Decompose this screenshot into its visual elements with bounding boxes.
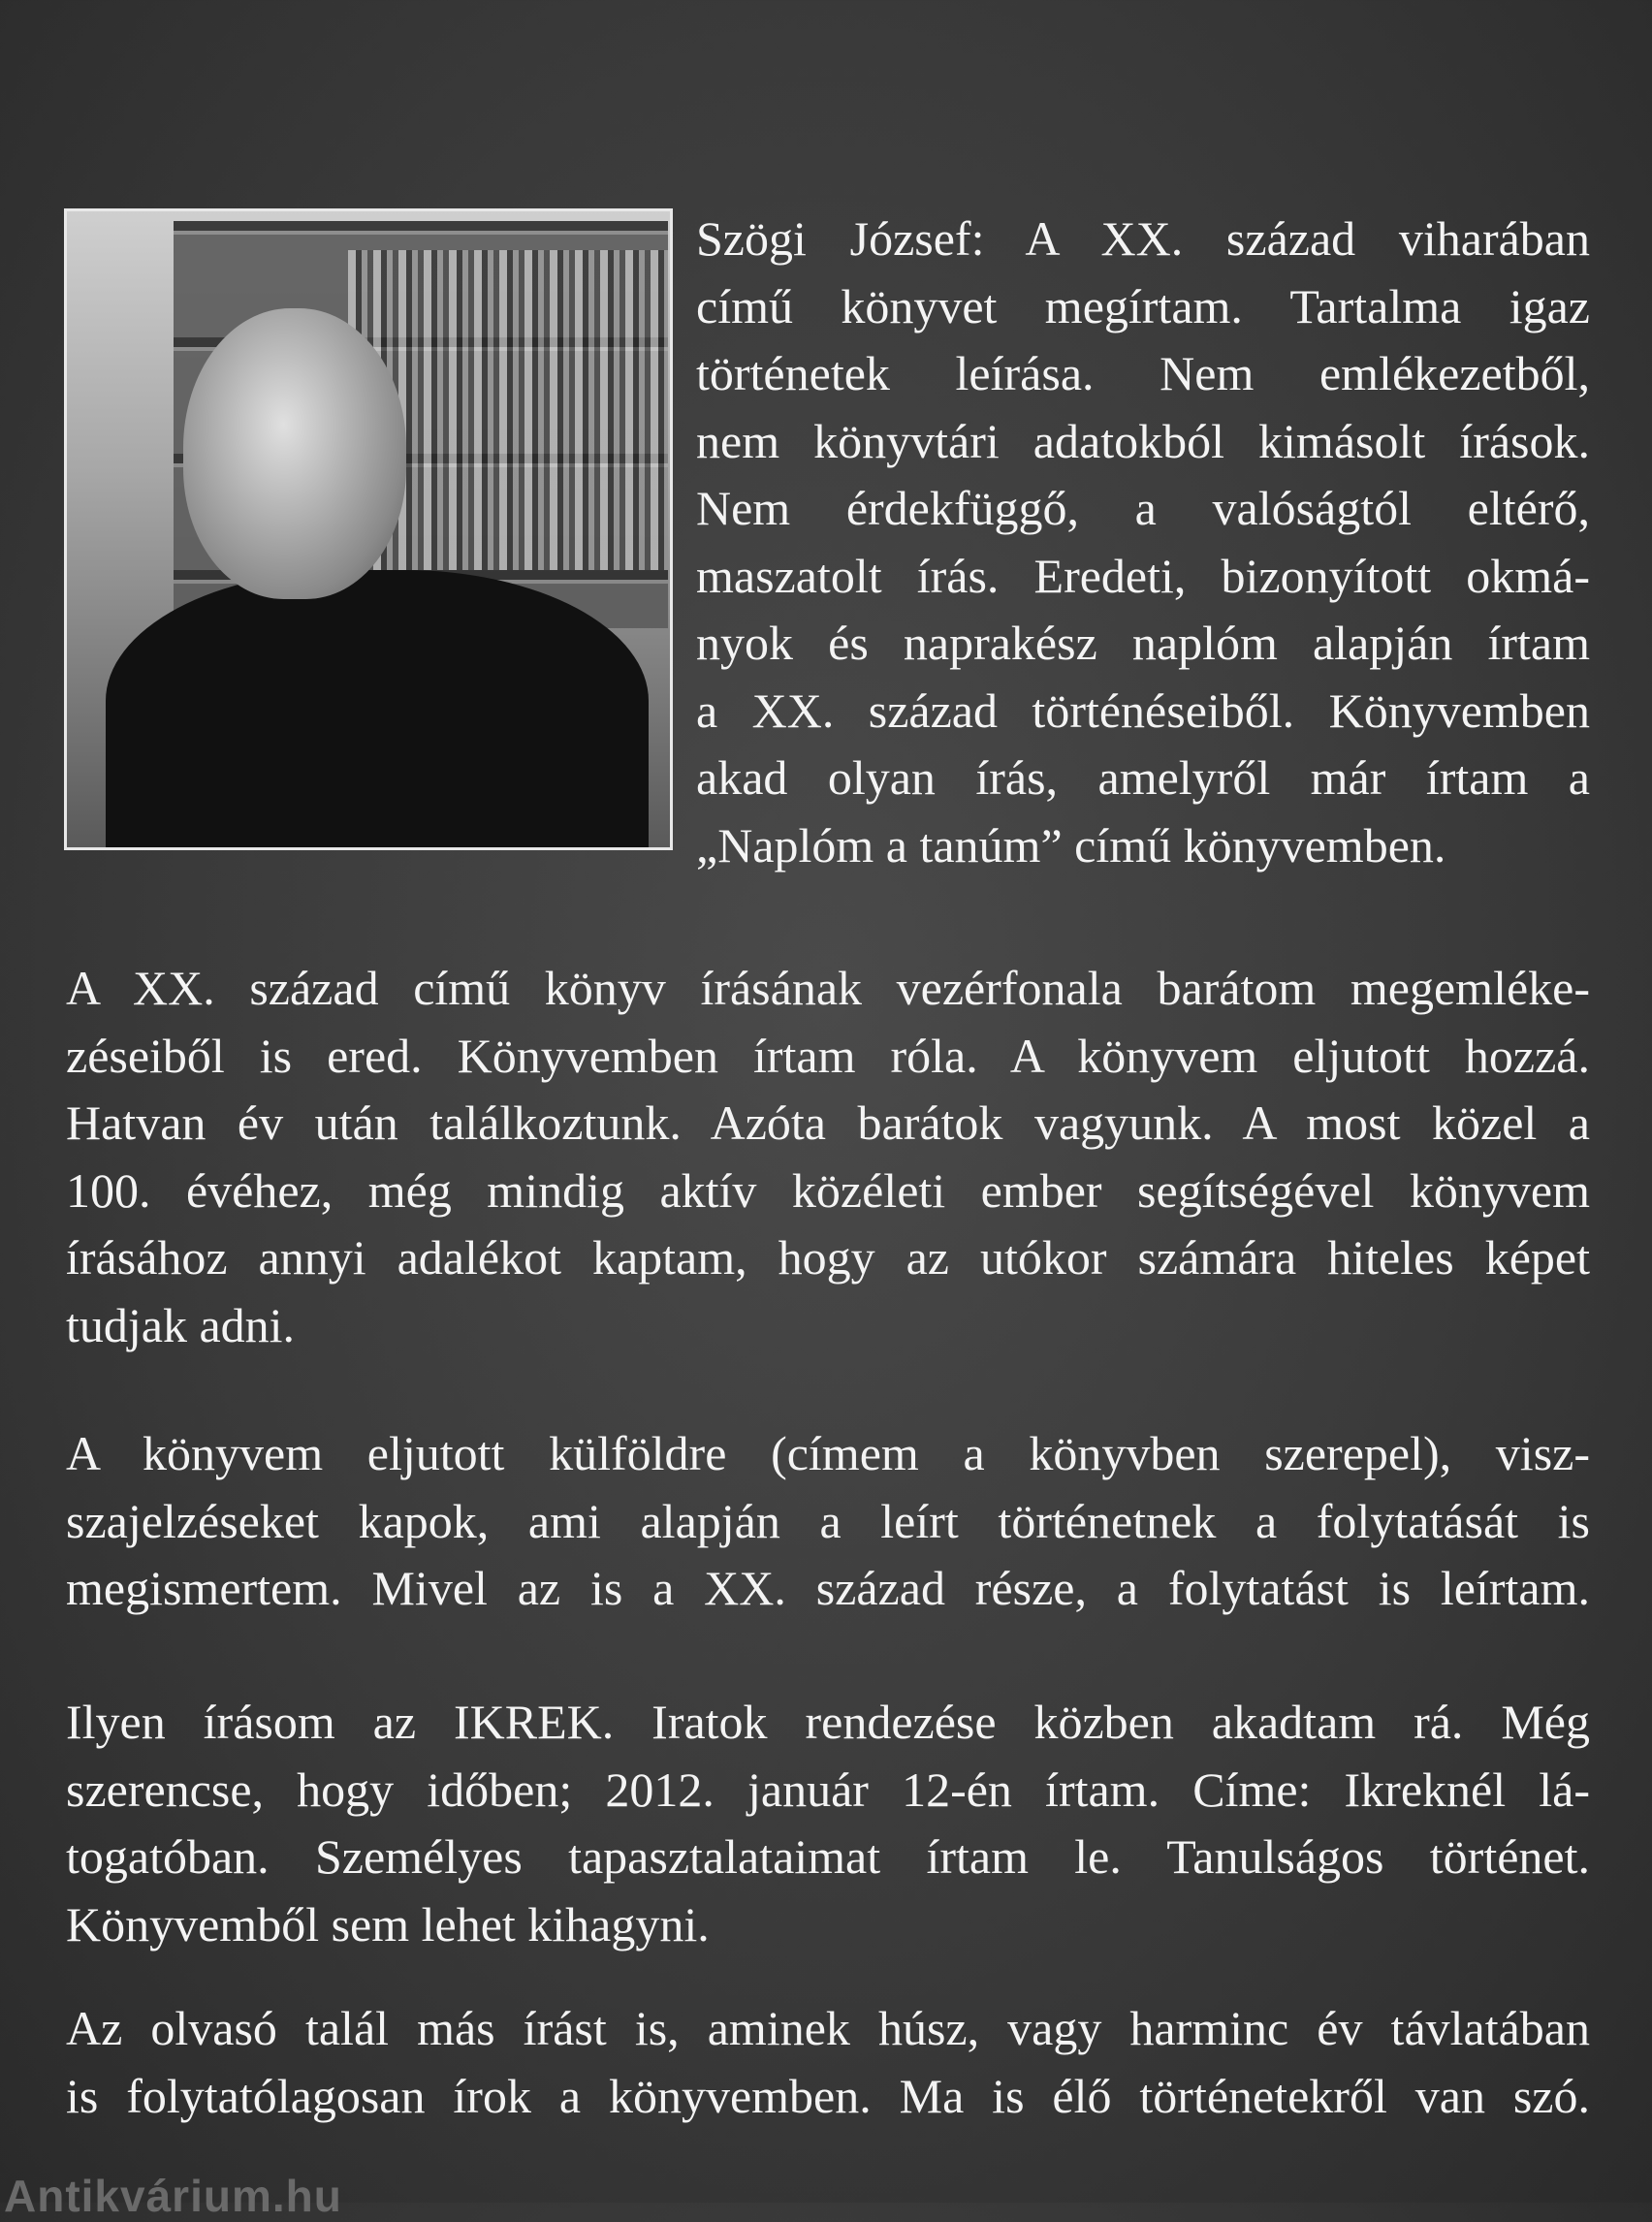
watermark: Antikvárium.hu [4,2171,342,2221]
text-line: akad olyan írás, amelyről már írtam a [696,750,1590,805]
text-line: Az olvasó talál más írást is, aminek húsz, vagy harminc év távlatában [66,2001,1590,2055]
text-line: nyok és naprakész naplóm alapján írtam [696,616,1590,670]
text-line: „Naplóm a tanúm” című könyvemben. [696,817,1446,873]
text-line: Ilyen írásom az IKREK. Iratok rendezése közben akadtam rá. Még [66,1695,1590,1749]
text-line: A XX. század című könyv írásának vezérfonala barátom megemléke- [66,961,1590,1015]
text-line: írásához annyi adalékot kaptam, hogy az utókor számára hiteles képet [66,1230,1590,1285]
text-line: Szögi József: A XX. század viharában [696,211,1590,266]
text-line: tudjak adni. [66,1297,296,1352]
text-line: togatóban. Személyes tapasztalataimat írtam le. Tanulságos történet. [66,1829,1590,1884]
text-line: is folytatólagosan írok a könyvemben. Ma is élő történetekről van szó. [66,2068,1590,2123]
text-line: történetek leírása. Nem emlékezetből, [696,346,1590,400]
text-line: A könyvem eljutott külföldre (címem a könyvben szerepel), visz- [66,1426,1590,1480]
paragraph-3 [66,1689,1590,1958]
paragraph-1 [66,955,1590,1359]
text-line: nem könyvtári adatokból kimásolt írások. [696,413,1590,468]
text-line: maszatolt írás. Eredeti, bizonyított okmá- [696,548,1590,603]
author-head [183,308,406,599]
text-line: Nem érdekfüggő, a valóságtól eltérő, [696,481,1590,535]
text-line: szerencse, hogy időben; 2012. január 12-én írtam. Címe: Ikreknél lá- [66,1762,1590,1817]
text-line: a XX. század történéseiből. Könyvemben [696,682,1590,738]
author-photo [64,208,673,850]
text-line: szajelzéseket kapok, ami alapján a leírt történetnek a folytatását is [66,1493,1590,1548]
text-line: Könyvemből sem lehet kihagyni. [66,1896,710,1952]
intro-paragraph [696,206,1590,879]
author-jacket [106,570,649,850]
text-line: Hatvan év után találkoztunk. Azóta barátok vagyunk. A most közel a [66,1095,1590,1150]
paragraph-2 [66,1420,1590,1623]
text-line: megismertem. Mivel az is a XX. század része, a folytatást is leírtam. [66,1561,1590,1615]
text-line: című könyvet megírtam. Tartalma igaz [696,278,1590,333]
text-line: 100. évéhez, még mindig aktív közéleti ember segítségével könyvem [66,1162,1590,1218]
text-line: zéseiből is ered. Könyvemben írtam róla. A könyvem eljutott hozzá. [66,1028,1590,1083]
paragraph-4 [66,1995,1590,2130]
